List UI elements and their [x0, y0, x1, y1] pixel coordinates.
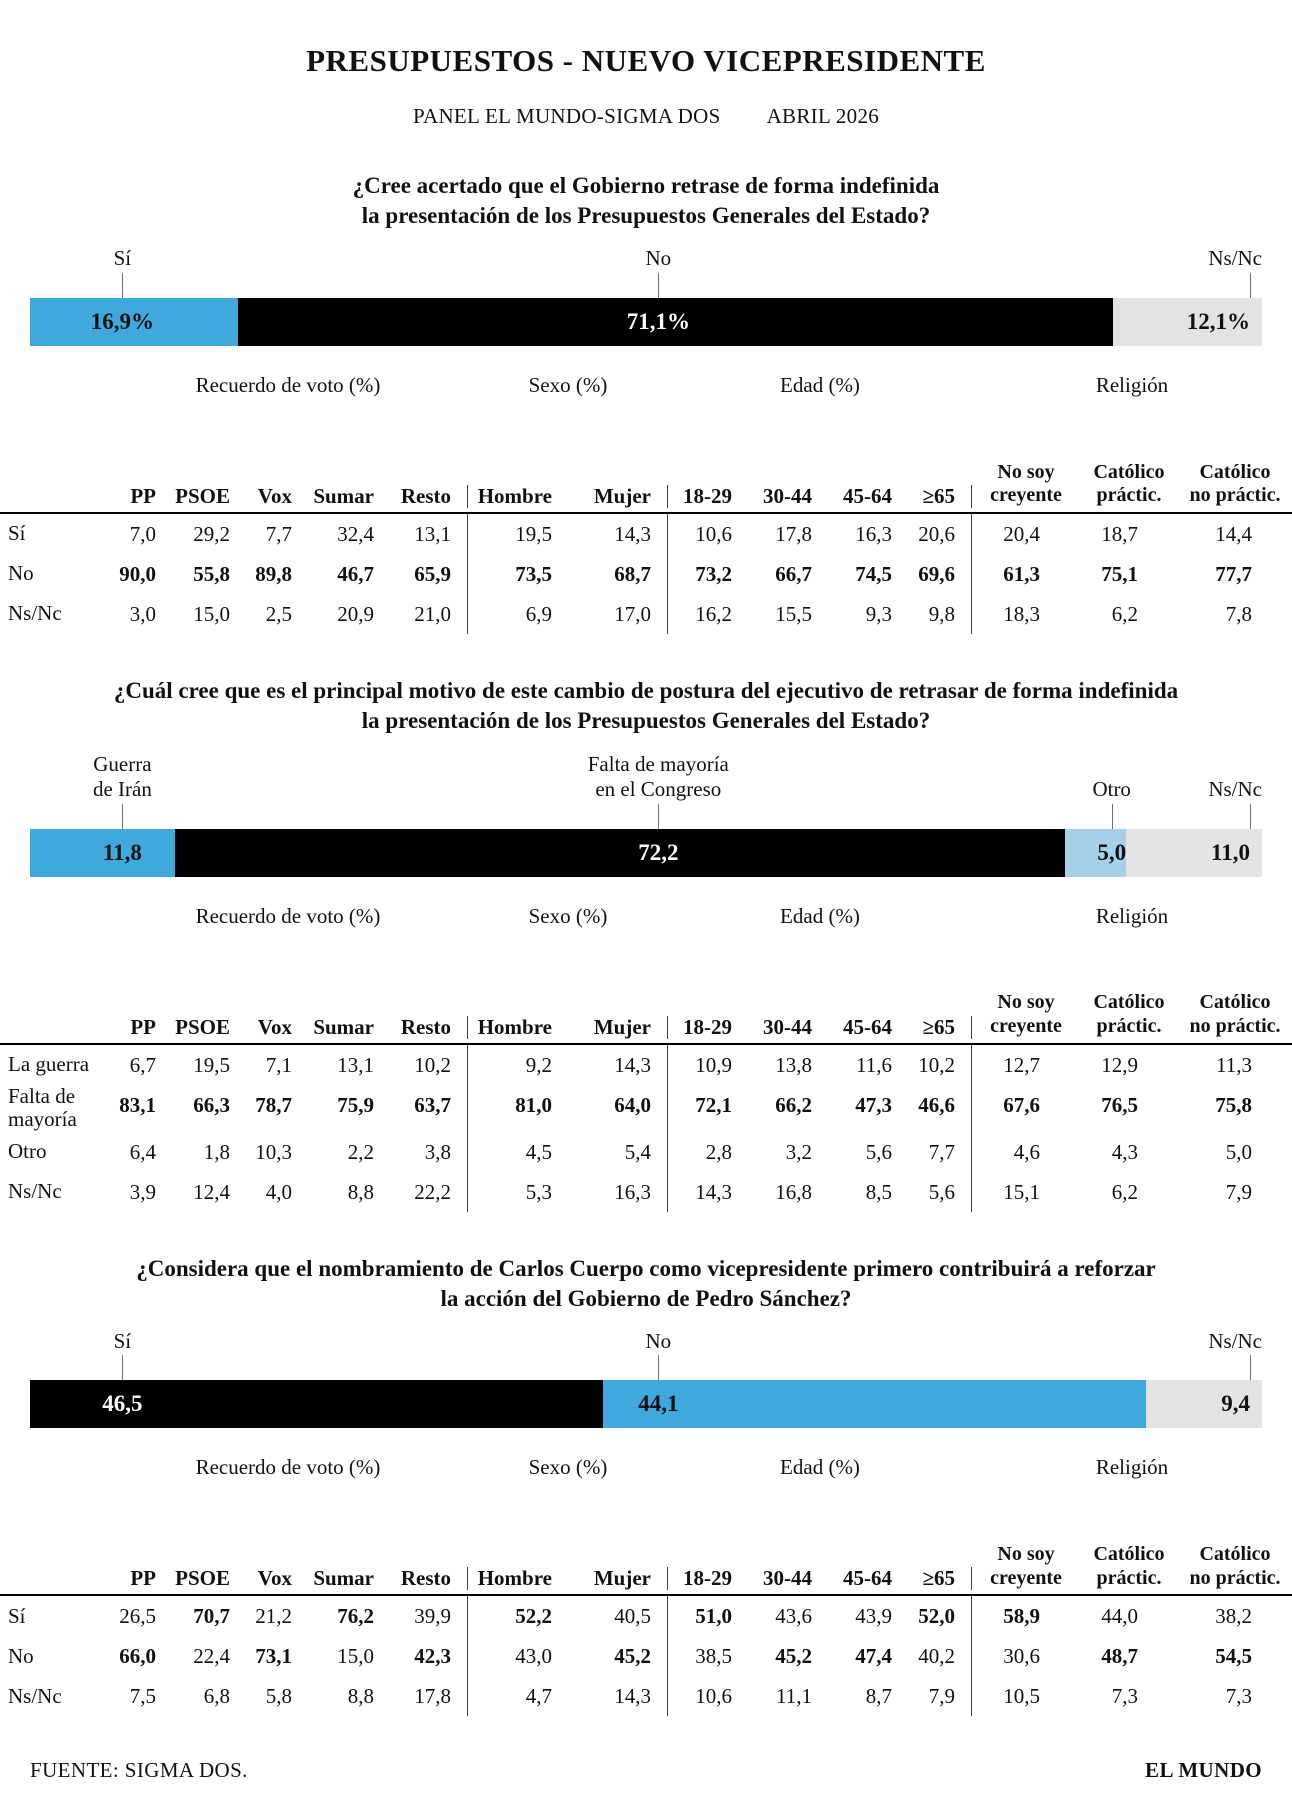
table-cell: 7,0 — [129, 521, 156, 546]
table-cell: 10,2 — [390, 1045, 468, 1085]
row-label: La guerra — [8, 1051, 90, 1076]
bar-segment — [603, 1380, 1146, 1428]
table-cell: 5,0 — [1225, 1139, 1252, 1164]
row-label: Ns/Nc — [8, 1178, 62, 1203]
bar-value-label: 44,1 — [638, 1391, 679, 1417]
column-group-header-row — [0, 1452, 1292, 1482]
table-row — [0, 1596, 1292, 1636]
table-cell: 18,3 — [1003, 601, 1040, 626]
question-line: la presentación de los Presupuestos Generales del Estado? — [361, 202, 931, 228]
column-header: 30-44 — [763, 483, 812, 508]
table-cell: 17,8 — [390, 1676, 468, 1716]
table-cell: 18,7 — [1101, 521, 1138, 546]
table-cell: 44,0 — [1101, 1604, 1138, 1629]
table-cell: 76,5 — [1101, 1092, 1138, 1117]
table-cell: 39,9 — [390, 1596, 468, 1636]
table-cell: 6,4 — [129, 1139, 156, 1164]
row-label: Otro — [8, 1138, 47, 1163]
table-cell: 45,2 — [568, 1636, 668, 1676]
table-cell: 14,3 — [568, 514, 668, 554]
table-cell: 4,3 — [1111, 1139, 1138, 1164]
subtitle — [0, 104, 1292, 129]
bar-category-label — [588, 752, 729, 802]
table-cell: 6,7 — [129, 1052, 156, 1077]
bar-category-label — [1208, 777, 1262, 802]
table-cell: 8,8 — [347, 1179, 374, 1204]
table-cell: 11,3 — [1216, 1052, 1252, 1077]
table-cell: 6,8 — [203, 1684, 230, 1709]
table-cell: 9,3 — [865, 601, 892, 626]
table-cell: 77,7 — [1215, 561, 1252, 586]
table-cell: 14,4 — [1215, 521, 1252, 546]
question-line: ¿Considera que el nombramiento de Carlos Cuerpo como vicepresidente primero contribuirá a reforzar — [136, 1255, 1156, 1281]
column-header: Resto — [390, 1567, 468, 1590]
table-row — [0, 594, 1292, 634]
bar-value-label: 11,8 — [102, 839, 142, 865]
result-bar — [30, 750, 1262, 877]
table-cell: 67,6 — [1003, 1092, 1040, 1117]
row-label: Falta de mayoría — [8, 1083, 77, 1132]
column-header: Mujer — [568, 485, 668, 508]
table-cell: 64,0 — [568, 1085, 668, 1132]
table-cell: 15,1 — [1003, 1179, 1040, 1204]
bar-value-label: 5,0 — [1097, 839, 1127, 865]
table-row — [0, 1676, 1292, 1716]
result-bar — [30, 1327, 1262, 1428]
tick-line — [658, 1355, 659, 1380]
column-header: 18-29 — [683, 1566, 732, 1591]
column-group-header: Religión — [1095, 372, 1169, 397]
column-header: Mujer — [568, 1016, 668, 1039]
table-cell: 16,3 — [855, 521, 892, 546]
tick-line — [1250, 273, 1251, 298]
bar-category-label-line: Sí — [113, 1328, 132, 1353]
table-cell: 4,0 — [265, 1179, 292, 1204]
table-cell: 38,5 — [695, 1644, 732, 1669]
question-line: la presentación de los Presupuestos Generales del Estado? — [361, 707, 931, 733]
table-cell: 13,1 — [337, 1052, 374, 1077]
table-row — [0, 1085, 1292, 1132]
row-label: No — [8, 561, 34, 586]
bar-category-label — [93, 752, 152, 802]
table-cell: 12,4 — [193, 1179, 230, 1204]
bar-value-label: 16,9% — [90, 308, 155, 334]
table-cell: 26,5 — [119, 1604, 156, 1629]
table-cell: 7,7 — [908, 1132, 972, 1172]
row-label: Ns/Nc — [8, 601, 62, 626]
column-group-header: Sexo (%) — [528, 903, 608, 928]
column-group-header: Religión — [1095, 903, 1169, 928]
bar-tick-lines — [30, 1355, 1262, 1380]
question-text — [0, 676, 1292, 736]
table-cell: 73,5 — [515, 561, 552, 586]
bar-category-label-line: No — [645, 1328, 672, 1353]
table-cell: 10,6 — [695, 1684, 732, 1709]
bar-category-label-line: Guerra — [93, 752, 152, 777]
table-cell: 9,2 — [525, 1052, 552, 1077]
bar-value-label: 46,5 — [102, 1391, 143, 1417]
table-cell: 10,6 — [695, 521, 732, 546]
tick-line — [1250, 1355, 1251, 1380]
tick-line — [122, 1355, 123, 1380]
table-row — [0, 1045, 1292, 1085]
table-cell: 10,2 — [908, 1045, 972, 1085]
brand-logo: EL MUNDO — [1145, 1758, 1262, 1783]
column-group-header: Edad (%) — [780, 903, 860, 928]
table-cell: 47,4 — [855, 1644, 892, 1669]
column-header: Resto — [390, 485, 468, 508]
table-cell: 54,5 — [1215, 1644, 1252, 1669]
bar-value-label: 9,4 — [1221, 1391, 1250, 1417]
column-group-header-row — [0, 370, 1292, 400]
table-cell: 15,0 — [193, 601, 230, 626]
column-header: Hombre — [477, 483, 552, 508]
table-cell: 90,0 — [119, 561, 156, 586]
column-header: No soy creyente — [990, 460, 1062, 507]
footer — [0, 1758, 1292, 1783]
bar-value-label: 72,2 — [638, 839, 679, 865]
column-header: No soy creyente — [990, 991, 1062, 1038]
table-cell: 32,4 — [337, 521, 374, 546]
table-cell: 52,2 — [515, 1604, 552, 1629]
table-cell: 6,9 — [525, 601, 552, 626]
table-cell: 7,1 — [265, 1052, 292, 1077]
bar-category-labels — [30, 1327, 1262, 1355]
table-cell: 52,0 — [908, 1596, 972, 1636]
stacked-bar — [30, 829, 1262, 877]
question-text — [0, 171, 1292, 231]
column-header: Sumar — [313, 1566, 374, 1591]
bar-category-label — [1092, 777, 1131, 802]
bar-category-label — [114, 1329, 132, 1354]
table-cell: 6,2 — [1111, 601, 1138, 626]
table-cell: 43,6 — [775, 1604, 812, 1629]
table-cell: 19,5 — [515, 521, 552, 546]
poll-section-2 — [0, 676, 1292, 1212]
table-cell: 2,8 — [705, 1139, 732, 1164]
table-cell: 3,2 — [785, 1139, 812, 1164]
bar-category-label-line: de Irán — [92, 776, 152, 801]
table-cell: 1,8 — [203, 1139, 230, 1164]
bar-category-labels — [30, 750, 1262, 804]
table-cell: 69,6 — [908, 554, 972, 594]
tick-line — [658, 804, 659, 829]
table-cell: 7,9 — [908, 1676, 972, 1716]
crosstab-table — [0, 1452, 1292, 1716]
column-header-row — [0, 1520, 1292, 1596]
bar-category-label-line: Otro — [1092, 776, 1131, 801]
result-bar — [30, 245, 1262, 346]
table-cell: 61,3 — [1003, 561, 1040, 586]
column-header: ≥65 — [908, 1567, 972, 1590]
bar-category-label — [1208, 1329, 1262, 1354]
table-cell: 7,3 — [1111, 1684, 1138, 1709]
table-cell: 13,8 — [775, 1052, 812, 1077]
column-header-row — [0, 438, 1292, 514]
bar-value-label: 71,1% — [626, 308, 690, 334]
column-group-header: Sexo (%) — [528, 1455, 608, 1480]
bar-segment — [175, 829, 1065, 877]
table-cell: 30,6 — [1003, 1644, 1040, 1669]
column-header: PSOE — [175, 483, 230, 508]
crosstab-table — [0, 901, 1292, 1212]
table-cell: 8,8 — [347, 1684, 374, 1709]
column-header: 45-64 — [843, 1014, 892, 1039]
table-cell: 20,9 — [337, 601, 374, 626]
column-header: Vox — [257, 1014, 292, 1039]
table-cell: 17,8 — [775, 521, 812, 546]
column-header: Mujer — [568, 1567, 668, 1590]
table-cell: 48,7 — [1101, 1644, 1138, 1669]
poll-section-3 — [0, 1254, 1292, 1717]
tick-line — [122, 273, 123, 298]
row-label: Sí — [8, 521, 26, 546]
column-group-header: Recuerdo de voto (%) — [195, 372, 381, 397]
table-cell: 40,5 — [568, 1596, 668, 1636]
table-cell: 75,9 — [337, 1092, 374, 1117]
column-group-header: Edad (%) — [780, 1455, 860, 1480]
bar-category-label — [1208, 246, 1262, 271]
table-cell: 12,9 — [1101, 1052, 1138, 1077]
table-cell: 45,2 — [775, 1644, 812, 1669]
table-cell: 78,7 — [255, 1092, 292, 1117]
page-title: PRESUPUESTOS - NUEVO VICEPRESIDENTE — [306, 43, 986, 78]
table-cell: 20,6 — [908, 514, 972, 554]
tick-line — [658, 273, 659, 298]
table-cell: 40,2 — [908, 1636, 972, 1676]
bar-category-label-line: No — [645, 246, 672, 271]
table-cell: 5,4 — [568, 1132, 668, 1172]
table-cell: 3,0 — [129, 601, 156, 626]
bar-category-labels — [30, 245, 1262, 273]
bar-value-label: 11,0 — [1211, 839, 1250, 865]
column-header: 30-44 — [763, 1566, 812, 1591]
table-cell: 66,0 — [119, 1644, 156, 1669]
column-header: Sumar — [313, 1014, 374, 1039]
table-cell: 47,3 — [855, 1092, 892, 1117]
table-cell: 29,2 — [193, 521, 230, 546]
row-label: Ns/Nc — [8, 1683, 62, 1708]
table-cell: 14,3 — [568, 1676, 668, 1716]
table-cell: 16,3 — [568, 1172, 668, 1212]
tick-line — [1112, 804, 1113, 829]
table-cell: 73,2 — [695, 561, 732, 586]
bar-category-label-line: Ns/Nc — [1208, 776, 1262, 801]
table-cell: 5,3 — [525, 1179, 552, 1204]
table-cell: 8,5 — [865, 1179, 892, 1204]
column-header-row — [0, 969, 1292, 1045]
table-cell: 51,0 — [695, 1604, 732, 1629]
table-cell: 2,5 — [265, 601, 292, 626]
table-cell: 11,1 — [776, 1684, 812, 1709]
column-header: ≥65 — [908, 1016, 972, 1039]
bar-category-label — [645, 1329, 671, 1354]
table-cell: 16,2 — [695, 601, 732, 626]
bar-category-label — [114, 246, 132, 271]
table-cell: 65,9 — [390, 554, 468, 594]
column-group-header: Religión — [1095, 1455, 1169, 1480]
table-cell: 7,5 — [129, 1684, 156, 1709]
table-cell: 22,4 — [193, 1644, 230, 1669]
table-row — [0, 1132, 1292, 1172]
table-cell: 7,3 — [1225, 1684, 1252, 1709]
table-cell: 13,1 — [390, 514, 468, 554]
table-cell: 68,7 — [568, 554, 668, 594]
table-cell: 46,7 — [337, 561, 374, 586]
table-cell: 73,1 — [255, 1644, 292, 1669]
bar-category-label-line: Sí — [113, 246, 132, 271]
stacked-bar — [30, 1380, 1262, 1428]
column-header: Hombre — [477, 1014, 552, 1039]
table-cell: 46,6 — [908, 1085, 972, 1132]
table-cell: 10,9 — [695, 1052, 732, 1077]
table-cell: 21,0 — [390, 594, 468, 634]
column-header: 18-29 — [683, 483, 732, 508]
table-cell: 38,2 — [1215, 1604, 1252, 1629]
row-label: Sí — [8, 1603, 26, 1628]
tick-line — [1250, 804, 1251, 829]
table-cell: 21,2 — [255, 1604, 292, 1629]
row-label: No — [8, 1643, 34, 1668]
table-cell: 6,2 — [1111, 1179, 1138, 1204]
table-cell: 14,3 — [568, 1045, 668, 1085]
table-cell: 11,6 — [856, 1052, 892, 1077]
table-cell: 9,8 — [908, 594, 972, 634]
bar-category-label-line: Falta de mayoría — [587, 752, 729, 777]
table-cell: 70,7 — [193, 1604, 230, 1629]
column-group-header: Sexo (%) — [528, 372, 608, 397]
table-cell: 2,2 — [347, 1139, 374, 1164]
table-cell: 20,4 — [1003, 521, 1040, 546]
column-header: 30-44 — [763, 1014, 812, 1039]
table-cell: 75,1 — [1101, 561, 1138, 586]
column-header: PP — [130, 1014, 156, 1039]
column-group-header: Edad (%) — [780, 372, 860, 397]
column-header: Hombre — [477, 1566, 552, 1591]
subtitle-date: ABRIL 2026 — [766, 104, 880, 129]
bar-category-label — [645, 246, 671, 271]
bar-value-label: 12,1% — [1186, 308, 1250, 334]
column-header: Católico práctic. — [1093, 460, 1165, 507]
table-cell: 76,2 — [337, 1604, 374, 1629]
table-cell: 10,5 — [1003, 1684, 1040, 1709]
table-cell: 5,6 — [865, 1139, 892, 1164]
bar-tick-lines — [30, 804, 1262, 829]
table-cell: 72,1 — [695, 1092, 732, 1117]
table-cell: 7,9 — [1225, 1179, 1252, 1204]
table-cell: 15,5 — [775, 601, 812, 626]
question-line: ¿Cree acertado que el Gobierno retrase de forma indefinida — [352, 173, 940, 199]
bar-tick-lines — [30, 273, 1262, 298]
table-cell: 55,8 — [193, 561, 230, 586]
table-cell: 4,7 — [525, 1684, 552, 1709]
column-header: ≥65 — [908, 485, 972, 508]
stacked-bar — [30, 298, 1262, 346]
column-header: Católico práctic. — [1093, 991, 1165, 1038]
table-cell: 89,8 — [255, 561, 292, 586]
column-header: Resto — [390, 1016, 468, 1039]
table-row — [0, 554, 1292, 594]
crosstab-table — [0, 370, 1292, 634]
table-cell: 15,0 — [337, 1644, 374, 1669]
column-header: 45-64 — [843, 483, 892, 508]
poll-sections — [0, 171, 1292, 1716]
table-cell: 16,8 — [775, 1179, 812, 1204]
table-cell: 74,5 — [855, 561, 892, 586]
table-cell: 17,0 — [568, 594, 668, 634]
table-cell: 3,9 — [129, 1179, 156, 1204]
column-header: PSOE — [175, 1566, 230, 1591]
table-cell: 66,2 — [775, 1092, 812, 1117]
table-cell: 43,9 — [855, 1604, 892, 1629]
source-credit: FUENTE: SIGMA DOS. — [30, 1758, 248, 1783]
table-cell: 43,0 — [515, 1644, 552, 1669]
table-cell: 66,3 — [193, 1092, 230, 1117]
table-cell: 22,2 — [390, 1172, 468, 1212]
column-header: 18-29 — [683, 1014, 732, 1039]
column-header: PP — [130, 1566, 156, 1591]
column-header: Católico no práctic. — [1189, 460, 1281, 507]
bar-category-label-line: en el Congreso — [595, 776, 722, 801]
poll-section-1 — [0, 171, 1292, 634]
subtitle-panel: PANEL EL MUNDO-SIGMA DOS — [412, 104, 721, 129]
table-cell: 5,8 — [265, 1684, 292, 1709]
table-cell: 14,3 — [695, 1179, 732, 1204]
column-header: Católico no práctic. — [1189, 991, 1281, 1038]
column-group-header-row — [0, 901, 1292, 931]
bar-category-label-line: Ns/Nc — [1208, 1328, 1262, 1353]
table-cell: 7,8 — [1225, 601, 1252, 626]
table-cell: 12,7 — [1003, 1052, 1040, 1077]
table-cell: 8,7 — [865, 1684, 892, 1709]
question-text — [0, 1254, 1292, 1314]
column-header: Católico no práctic. — [1189, 1543, 1281, 1589]
table-row — [0, 1636, 1292, 1676]
table-cell: 63,7 — [390, 1085, 468, 1132]
table-cell: 7,7 — [265, 521, 292, 546]
table-cell: 10,3 — [255, 1139, 292, 1164]
question-line: ¿Cuál cree que es el principal motivo de este cambio de postura del ejecutivo de retrasar de forma indefinida — [113, 677, 1179, 703]
column-header: Católico práctic. — [1093, 1543, 1165, 1589]
question-line: la acción del Gobierno de Pedro Sánchez? — [440, 1285, 852, 1311]
table-row — [0, 1172, 1292, 1212]
tick-line — [122, 804, 123, 829]
bar-category-label-line: Ns/Nc — [1208, 246, 1262, 271]
table-cell: 81,0 — [515, 1092, 552, 1117]
column-header: 45-64 — [843, 1566, 892, 1591]
table-cell: 66,7 — [775, 561, 812, 586]
table-cell: 5,6 — [908, 1172, 972, 1212]
table-cell: 4,6 — [1013, 1139, 1040, 1164]
table-cell: 58,9 — [1003, 1604, 1040, 1629]
column-header: PP — [130, 483, 156, 508]
table-cell: 3,8 — [390, 1132, 468, 1172]
table-row — [0, 514, 1292, 554]
table-cell: 83,1 — [119, 1092, 156, 1117]
column-group-header: Recuerdo de voto (%) — [195, 903, 381, 928]
column-group-header: Recuerdo de voto (%) — [195, 1455, 381, 1480]
table-cell: 75,8 — [1215, 1092, 1252, 1117]
column-header: Vox — [257, 1566, 292, 1591]
column-header: No soy creyente — [990, 1543, 1062, 1589]
column-header: Vox — [257, 483, 292, 508]
column-header: Sumar — [313, 483, 374, 508]
table-cell: 19,5 — [193, 1052, 230, 1077]
table-cell: 4,5 — [525, 1139, 552, 1164]
column-header: PSOE — [175, 1014, 230, 1039]
table-cell: 42,3 — [390, 1636, 468, 1676]
